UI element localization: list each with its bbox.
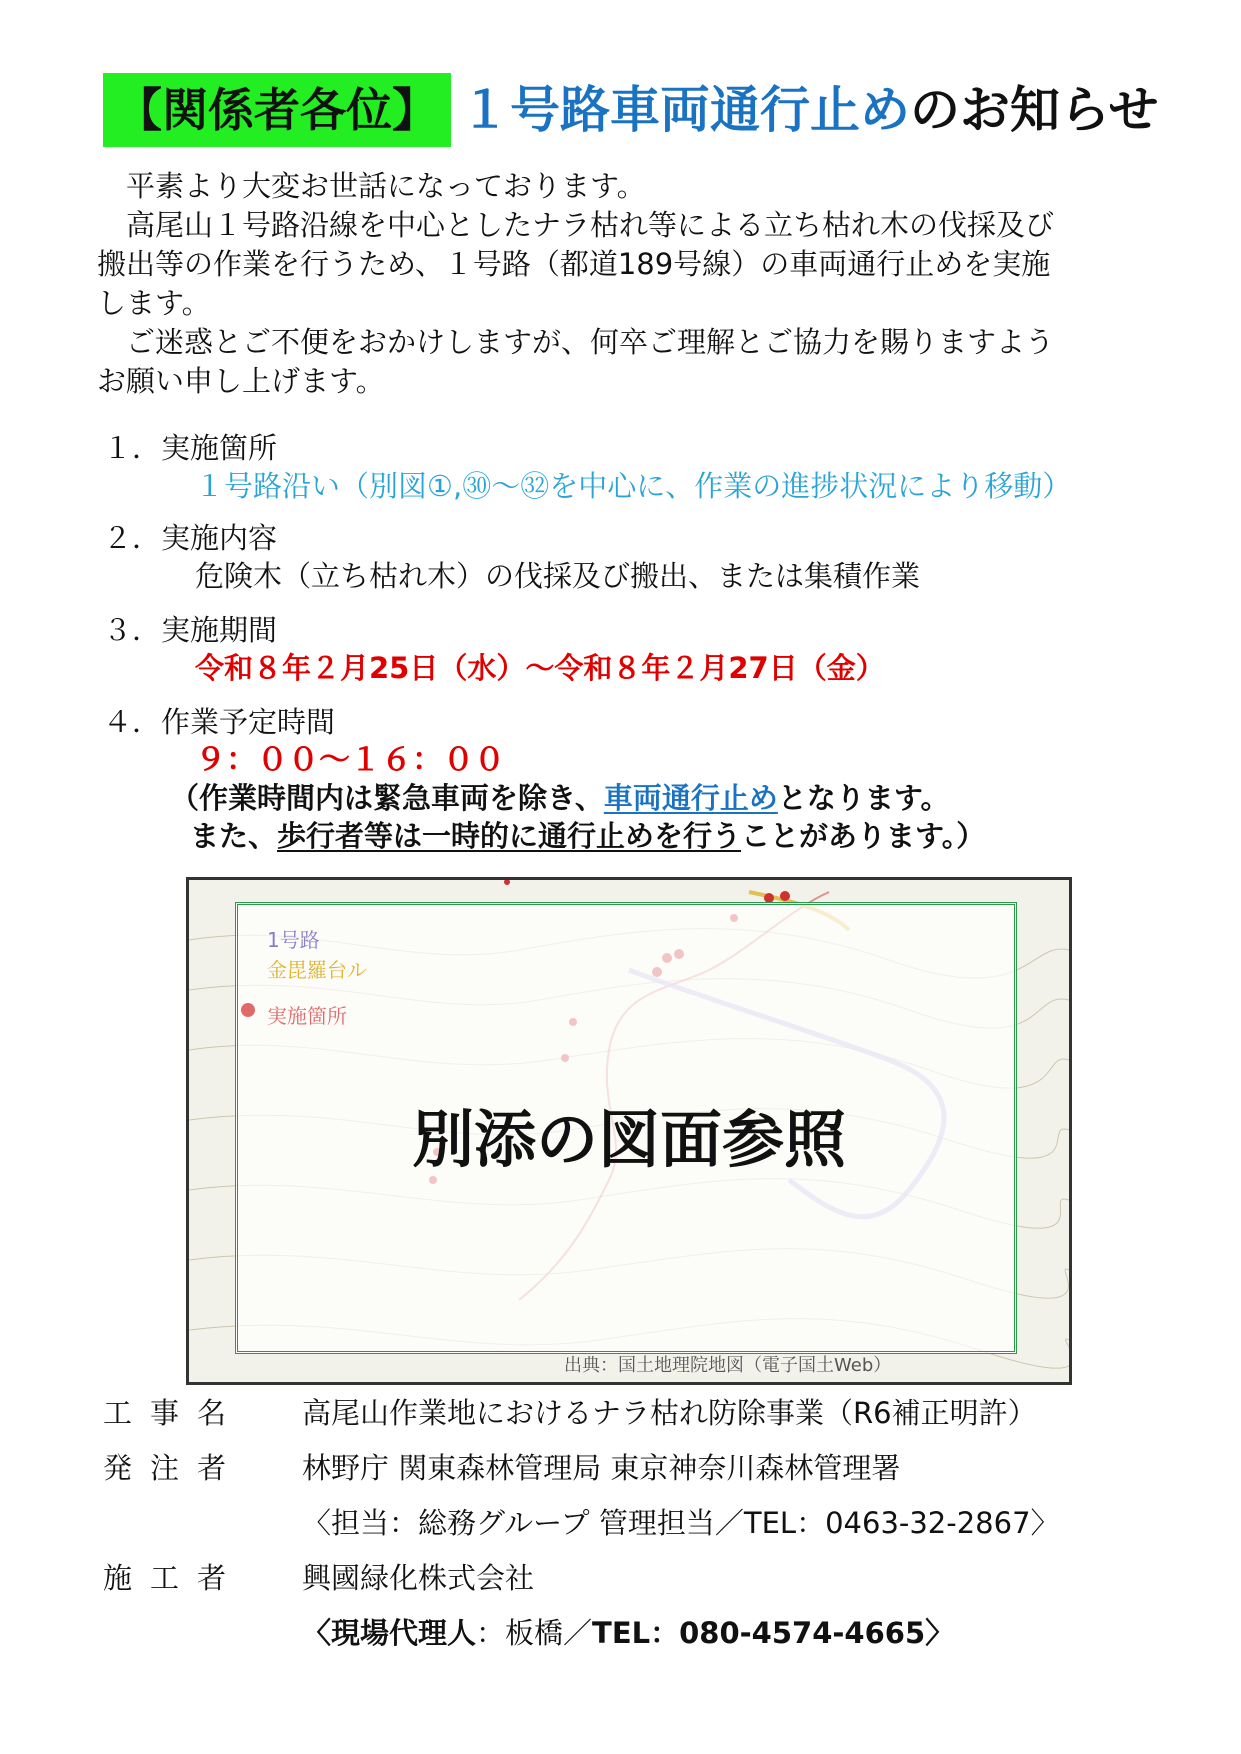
page-title — [460, 73, 1159, 147]
map-legend-route-1: 1号路 — [267, 928, 320, 952]
section-3-heading: ３．実施期間 — [103, 613, 278, 647]
intro-line-3: 搬出等の作業を行うため、１号路（都道189号線）の車両通行止めを実施 — [97, 247, 1051, 281]
note-2-suffix: ことがあります。） — [741, 819, 986, 853]
section-4-note-1 — [170, 780, 950, 816]
section-2-body: 危険木（立ち枯れ木）の伐採及び搬出、または集積作業 — [195, 559, 921, 593]
map-source: 出典：国土地理院地図（電子国土Web） — [564, 1355, 892, 1376]
title-main-suffix: のお知らせ — [910, 81, 1159, 139]
work-name-label: 工事名 — [103, 1396, 245, 1430]
map-legend-route-2: 金毘羅台ル — [267, 958, 367, 982]
title-tag: 【関係者各位】 — [103, 73, 451, 147]
note-2-prefix: また、 — [190, 819, 278, 853]
contractor-contact-tel: TEL：080-4574-4665〉 — [592, 1616, 955, 1650]
section-2-heading: ２．実施内容 — [103, 521, 278, 555]
contractor-contact — [302, 1615, 954, 1651]
work-name-value: 高尾山作業地におけるナラ枯れ防除事業（R6補正明許） — [302, 1396, 1037, 1430]
section-4-time: ９：００～１６：００ — [195, 742, 505, 778]
section-4-note-2 — [190, 818, 985, 854]
intro-line-5: ご迷惑とご不便をおかけしますが、何卒ご理解とご協力を賜りますよう — [97, 325, 1055, 359]
contractor-label: 施工者 — [103, 1561, 245, 1595]
intro-line-4: します。 — [97, 286, 211, 320]
map-legend-site: 実施箇所 — [267, 1004, 347, 1028]
note-1-prefix: （作業時間内は緊急車両を除き、 — [170, 781, 604, 815]
map-reference-note: 別添の図面参照 — [411, 1103, 846, 1176]
section-1-body: １号路沿い（別図①,㉚～㉜を中心に、作業の進捗状況により移動） — [195, 469, 1072, 503]
orderer-label: 発注者 — [103, 1451, 245, 1485]
map-image — [186, 877, 1072, 1385]
orderer-contact: 〈担当：総務グループ 管理担当／TEL：0463-32-2867〉 — [302, 1506, 1060, 1540]
note-1-suffix: となります。 — [777, 781, 950, 815]
section-4-heading: ４．作業予定時間 — [103, 705, 336, 739]
title-main-highlight: １号路車両通行止め — [460, 81, 910, 139]
section-3-body: 令和８年２月25日（水）～令和８年２月27日（金） — [195, 651, 885, 685]
contractor-value: 興國緑化株式会社 — [302, 1561, 535, 1595]
intro-line-6: お願い申し上げます。 — [97, 364, 385, 398]
site-marker-icon — [241, 1003, 255, 1017]
section-1-heading: １．実施箇所 — [103, 431, 278, 465]
contractor-contact-name: ：板橋／ — [476, 1616, 593, 1650]
note-1-highlight: 車両通行止め — [603, 781, 778, 815]
note-2-underlined: 歩行者等は一時的に通行止めを行う — [277, 819, 742, 853]
orderer-value: 林野庁 関東森林管理局 東京神奈川森林管理署 — [302, 1451, 901, 1485]
intro-line-1: 平素より大変お世話になっております。 — [97, 169, 646, 203]
intro-line-2: 高尾山１号路沿線を中心としたナラ枯れ等による立ち枯れ木の伐採及び — [97, 208, 1055, 242]
contractor-contact-role: 〈現場代理人 — [302, 1616, 477, 1650]
